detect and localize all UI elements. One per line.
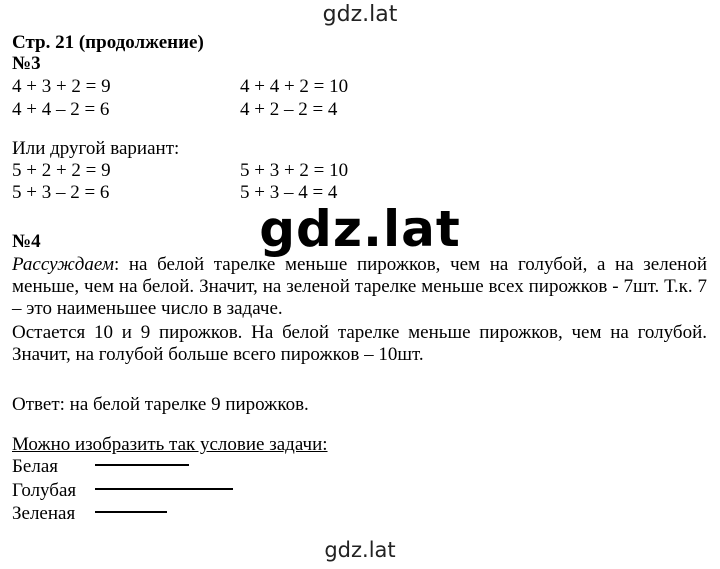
task3-alt-eq-left-1: 5 + 2 + 2 = 9: [12, 160, 111, 181]
task3-alt-eq-right-2: 5 + 3 – 4 = 4: [240, 182, 338, 203]
reasoning-text: : на белой тарелке меньше пирожков, чем на голубой, а на зеленой меньше, чем на белой. Значит, на зеленой тарелке меньше всех пирожков - 7шт. Т.к. 7 – это наименьшее число в задаче.: [12, 254, 707, 319]
task3-alt-label: Или другой вариант:: [12, 138, 180, 159]
task3-eq-left-1: 4 + 3 + 2 = 9: [12, 76, 111, 97]
task3-alt-eq-left-2: 5 + 3 – 2 = 6: [12, 182, 110, 203]
task3-eq-right-2: 4 + 2 – 2 = 4: [240, 99, 338, 120]
task3-eq-right-1: 4 + 4 + 2 = 10: [240, 76, 349, 97]
diagram-caption: Можно изобразить так условие задачи:: [12, 434, 328, 455]
task3-label: №3: [12, 53, 41, 74]
plate-label-white: Белая: [12, 456, 58, 477]
plate-label-blue: Голубая: [12, 480, 77, 501]
task4-reasoning: [12, 254, 707, 320]
plate-label-green: Зеленая: [12, 503, 76, 524]
task4-answer: Ответ: на белой тарелке 9 пирожков.: [12, 394, 309, 415]
task4-remaining: Остается 10 и 9 пирожков. На белой тарелке меньше пирожков, чем на голубой. Значит, на голубой больше всего пирожков – 10шт.: [12, 322, 707, 365]
plate-line-white: [95, 464, 189, 466]
watermark-center: gdz.lat: [259, 200, 461, 258]
task3-eq-left-2: 4 + 4 – 2 = 6: [12, 99, 110, 120]
plate-line-green: [95, 511, 167, 513]
watermark-bottom: gdz.lat: [324, 538, 396, 562]
page-header: Стр. 21 (продолжение): [12, 32, 204, 53]
task3-alt-eq-right-1: 5 + 3 + 2 = 10: [240, 160, 349, 181]
task4-label: №4: [12, 231, 41, 252]
plate-line-blue: [95, 488, 233, 490]
reasoning-italic: Рассуждаем: [12, 254, 114, 275]
watermark-top: gdz.lat: [322, 2, 398, 27]
